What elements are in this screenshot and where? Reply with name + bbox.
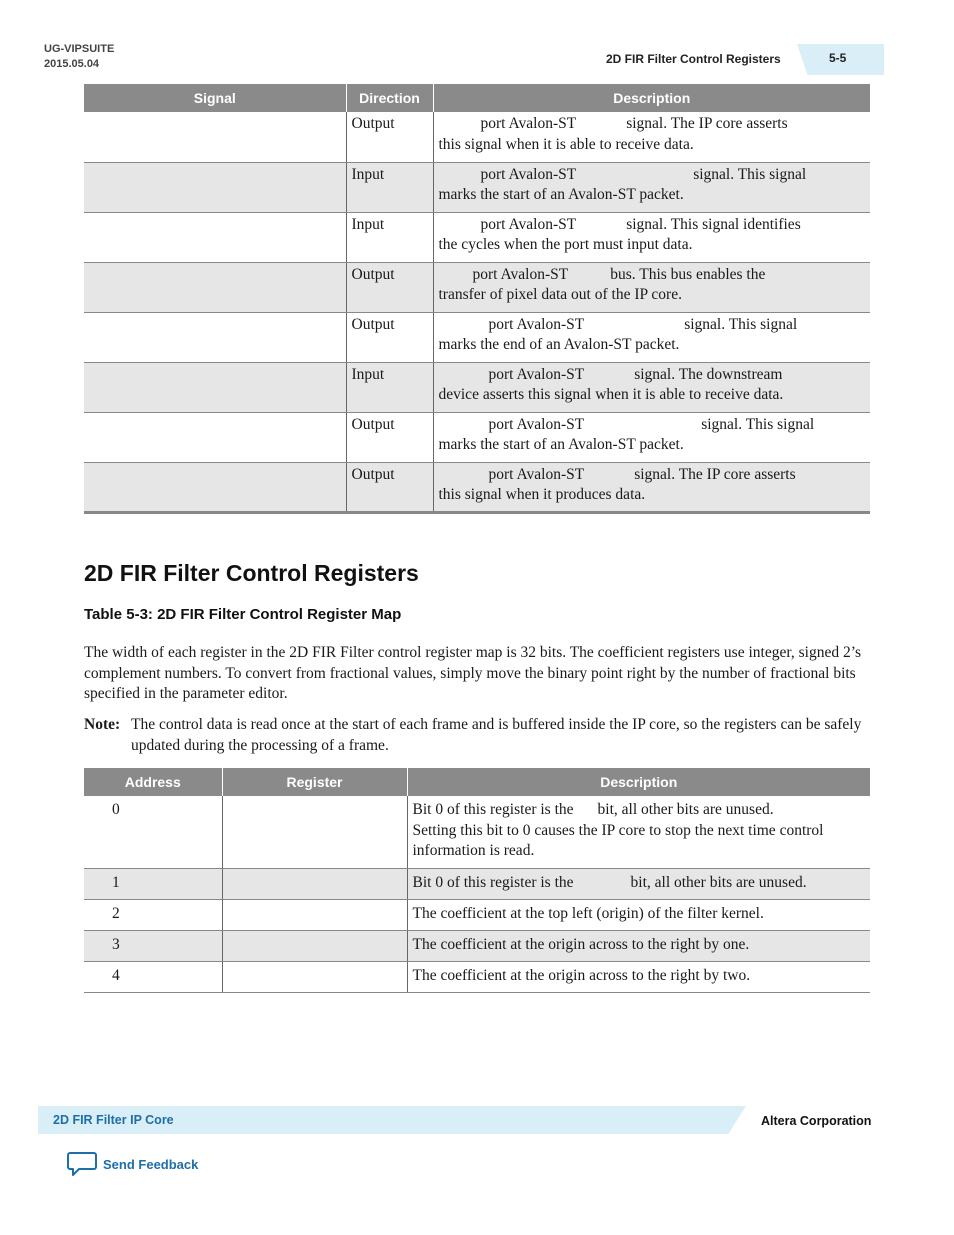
table-row [84,796,870,868]
register-cell [222,796,407,868]
direction-cell: Output [346,462,433,512]
description-cell [433,462,870,512]
table-row [84,212,870,262]
address-cell: 0 [84,796,222,868]
table-caption: Table 5-3: 2D FIR Filter Control Register Map [84,606,402,623]
description-part: marks the start of an Avalon-ST packet. [438,436,684,453]
description-cell [433,262,870,312]
description-part: Bit 0 of this register is the [412,873,574,891]
column-header-description: Description [407,768,870,796]
description-part: marks the start of an Avalon-ST packet. [438,186,684,203]
direction-cell: Input [346,212,433,262]
table-row [84,961,870,992]
description-part: port Avalon-ST [488,465,585,483]
page-number: 5-5 [829,51,847,65]
signals-table [84,84,870,514]
section-heading: 2D FIR Filter Control Registers [84,560,419,586]
description-cell [433,212,870,262]
speech-bubble-icon [66,1150,98,1178]
direction-cell: Output [346,112,433,162]
description-cell: The coefficient at the top left (origin) of the filter kernel. [407,899,870,930]
description-cell [407,796,870,868]
intro-paragraph: The width of each register in the 2D FIR Filter control register map is 32 bits. The coefficient registers use integer, signed 2’s complement numbers. To convert from fractional values, simply move the binary point right by the number of fractional bits specified in the parameter editor. [84,644,862,702]
signal-cell [84,362,346,412]
direction-cell: Input [346,362,433,412]
description-part: signal. This signal [701,415,815,433]
column-header-register: Register [222,768,407,796]
signal-cell [84,462,346,512]
description-part: signal. This signal [693,165,807,183]
description-part: signal. This signal [684,315,798,333]
description-part: port Avalon-ST [472,265,569,283]
table-row [84,362,870,412]
description-part: transfer of pixel data out of the IP core. [438,286,682,303]
table-row [84,462,870,512]
description-part: port Avalon-ST [488,315,585,333]
table-row [84,112,870,162]
direction-cell: Input [346,162,433,212]
description-part: port Avalon-ST [488,415,585,433]
register-cell [222,961,407,992]
signal-cell [84,112,346,162]
signal-cell [84,212,346,262]
description-part: port Avalon-ST [488,365,585,383]
description-part: signal. The IP core asserts [634,465,796,483]
table-row [84,312,870,362]
address-cell: 4 [84,961,222,992]
table-row [84,899,870,930]
register-cell [222,868,407,899]
register-table-header [84,768,870,796]
column-header-description: Description [433,84,870,112]
table-row [84,930,870,961]
description-part: signal. This signal identifies [626,215,801,233]
description-cell [433,162,870,212]
doc-id: UG-VIPSUITE [44,43,115,55]
note-text: The control data is read once at the start of each frame and is buffered inside the IP core, so the registers can be safely updated during the processing of a frame. [131,716,862,754]
footer-company: Altera Corporation [761,1114,872,1128]
column-header-direction: Direction [346,84,433,112]
note-label: Note: [84,716,121,733]
description-cell [433,112,870,162]
description-part: this signal when it produces data. [438,486,646,503]
description-cell [433,412,870,462]
column-header-address: Address [84,768,222,796]
address-cell: 1 [84,868,222,899]
description-cell [433,362,870,412]
direction-cell: Output [346,262,433,312]
column-header-signal: Signal [84,84,346,112]
direction-cell: Output [346,412,433,462]
description-part: the cycles when the port must input data. [438,236,693,253]
description-part: marks the end of an Avalon-ST packet. [438,336,680,353]
description-part: port Avalon-ST [480,115,577,132]
send-feedback-label: Send Feedback [103,1156,199,1172]
table-row [84,262,870,312]
description-part: bit, all other bits are unused. [597,801,774,818]
description-part: signal. The IP core asserts [626,115,788,132]
description-part: this signal when it is able to receive data. [438,135,694,153]
footer-product-link[interactable]: 2D FIR Filter IP Core [53,1113,174,1127]
description-part: port Avalon-ST [480,165,577,183]
table-row [84,162,870,212]
doc-date: 2015.05.04 [44,58,100,70]
description-part: Setting this bit to 0 causes the IP core to stop the next time control information is read. [412,821,824,859]
description-cell [433,312,870,362]
signal-cell [84,262,346,312]
register-cell [222,899,407,930]
description-part: bit, all other bits are unused. [630,873,807,891]
direction-cell: Output [346,312,433,362]
running-title: 2D FIR Filter Control Registers [606,52,781,66]
description-cell: The coefficient at the origin across to the right by two. [407,961,870,992]
register-map-table [84,768,870,993]
description-cell [407,868,870,899]
address-cell: 2 [84,899,222,930]
signal-cell [84,412,346,462]
register-cell [222,930,407,961]
description-part: bus. This bus enables the [610,265,766,283]
send-feedback-link[interactable] [66,1150,198,1178]
signal-cell [84,312,346,362]
description-part: port Avalon-ST [480,215,577,233]
table-row [84,868,870,899]
description-part: Bit 0 of this register is the [412,801,574,818]
signals-table-header [84,84,870,112]
description-cell: The coefficient at the origin across to the right by one. [407,930,870,961]
table-row [84,412,870,462]
description-part: device asserts this signal when it is able to receive data. [438,386,784,403]
address-cell: 3 [84,930,222,961]
signal-cell [84,162,346,212]
doc-id-block [44,42,114,72]
description-part: signal. The downstream [634,365,783,383]
note [84,715,874,756]
